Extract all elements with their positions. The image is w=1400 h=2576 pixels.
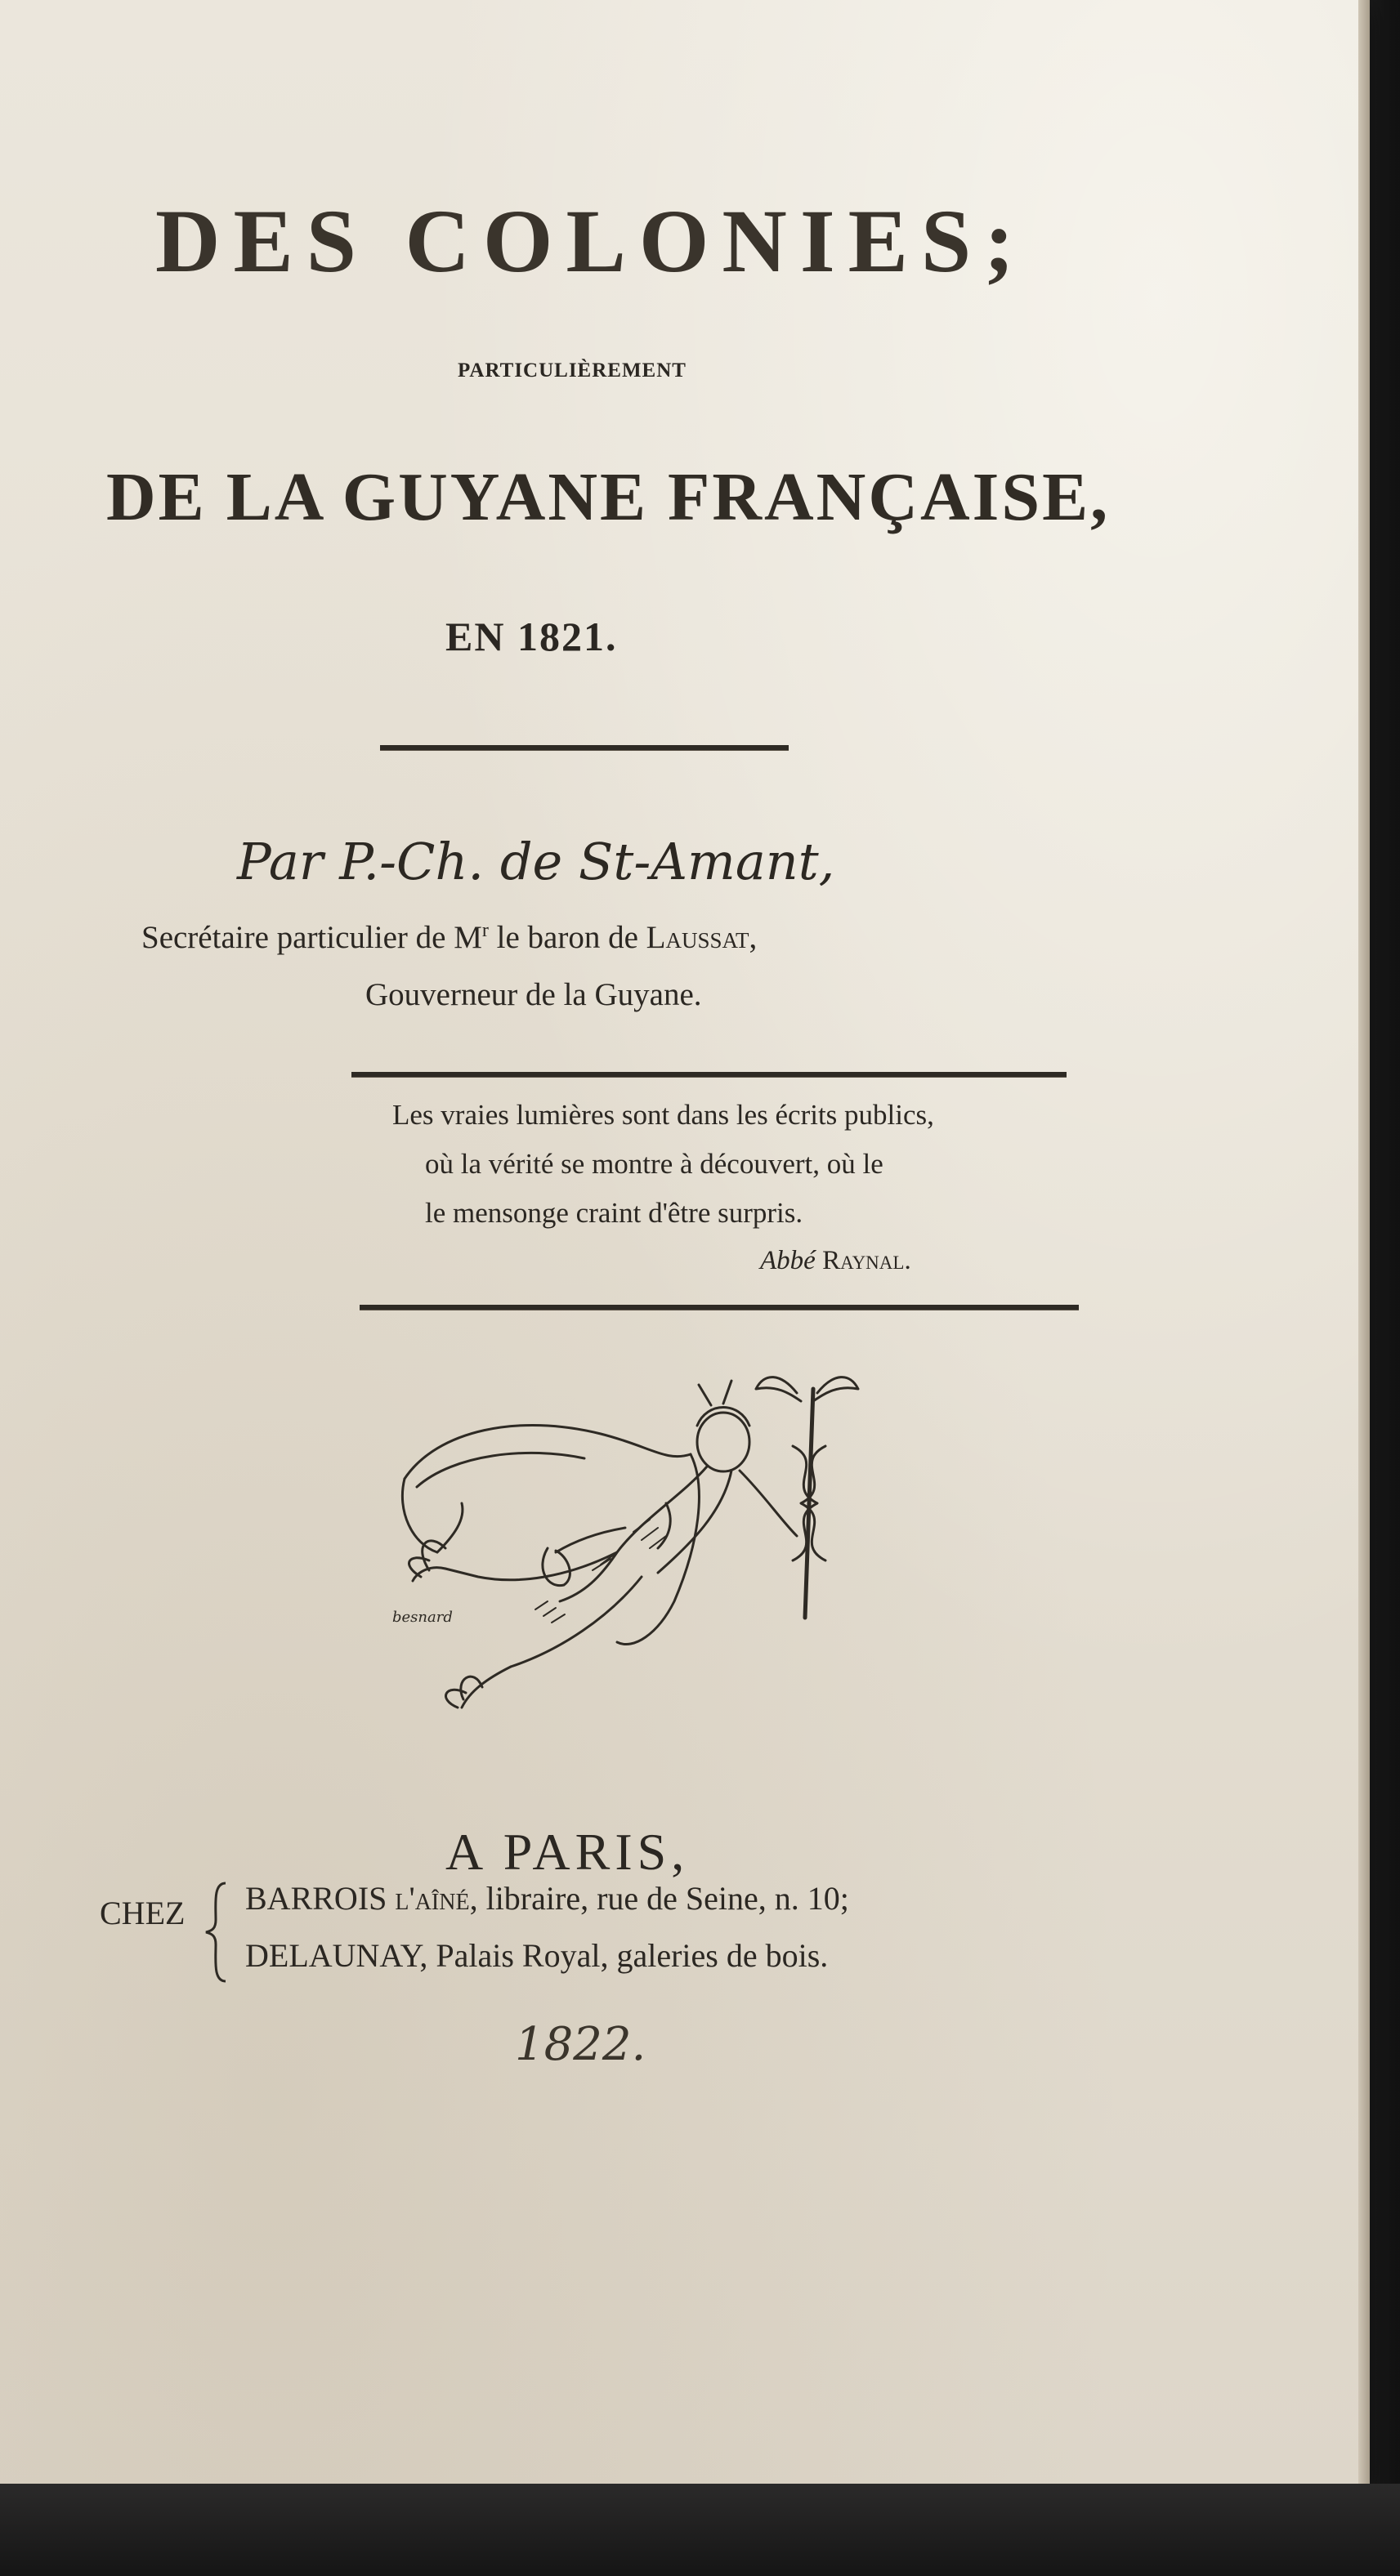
table-shadow bbox=[0, 2484, 1400, 2576]
author-role-middle: le baron de bbox=[488, 920, 646, 955]
author-role-suffix: , bbox=[749, 920, 758, 955]
author-role-name: Laussat bbox=[646, 920, 749, 955]
curly-brace-icon bbox=[201, 1879, 234, 1985]
publisher-1-address: , libraire, rue de Seine, n. 10; bbox=[469, 1880, 849, 1917]
book-subject: DE LA GUYANE FRANÇAISE, bbox=[106, 459, 1111, 535]
epigraph-line-1: Les vraies lumières sont dans les écrits publics, bbox=[392, 1099, 934, 1131]
divider-rule-epigraph-top bbox=[351, 1072, 1067, 1078]
publisher-1-name: BARROIS bbox=[245, 1880, 387, 1917]
epigraph-line-2: où la vérité se montre à découvert, où le bbox=[425, 1148, 883, 1180]
author-governor: Gouverneur de la Guyane. bbox=[365, 977, 702, 1012]
book-year: EN 1821. bbox=[445, 614, 618, 659]
attribution-name: Raynal. bbox=[822, 1246, 911, 1275]
publisher-1-rank: l'aîné bbox=[387, 1880, 470, 1917]
publisher-2-name: DELAUNAY bbox=[245, 1937, 420, 1974]
publisher-2-address: , Palais Royal, galeries de bois. bbox=[419, 1937, 829, 1974]
imprint-date: 1822. bbox=[515, 2018, 646, 2071]
divider-rule-epigraph-bottom bbox=[360, 1305, 1079, 1310]
book-title: DES COLONIES; bbox=[155, 191, 1027, 291]
page-edge bbox=[1358, 0, 1370, 2484]
author-role-prefix: Secrétaire particulier de M bbox=[141, 920, 482, 955]
divider-rule-top bbox=[380, 745, 789, 751]
author-role bbox=[141, 919, 1081, 956]
title-particularly: PARTICULIÈREMENT bbox=[458, 359, 687, 382]
imprint-publisher-2 bbox=[245, 1936, 1062, 1975]
imprint-city: A PARIS, bbox=[445, 1823, 690, 1881]
mercury-engraving bbox=[372, 1356, 895, 1757]
imprint-chez: CHEZ bbox=[100, 1895, 186, 1931]
author-role-sup: r bbox=[481, 920, 489, 941]
author-byline: Par P.-Ch. de St-Amant, bbox=[237, 832, 835, 891]
epigraph-line-3: le mensonge craint d'être surpris. bbox=[425, 1197, 803, 1229]
engraving-signature: besnard bbox=[392, 1609, 453, 1626]
attribution-title: Abbé bbox=[760, 1246, 816, 1275]
imprint-publisher-1 bbox=[245, 1879, 1062, 1917]
epigraph-attribution bbox=[760, 1246, 1087, 1276]
